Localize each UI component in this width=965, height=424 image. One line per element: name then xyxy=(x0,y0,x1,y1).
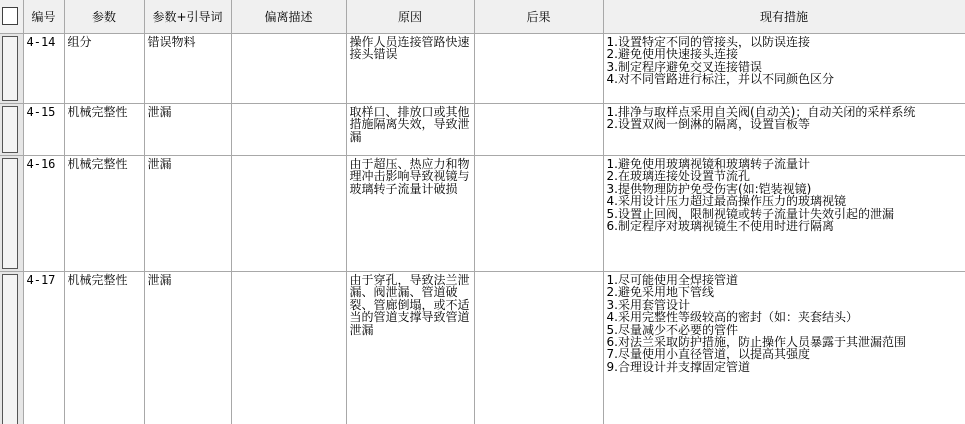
cell-measures[interactable] xyxy=(603,104,965,156)
measure-item: 1.尽可能使用全焊接管道 xyxy=(606,273,738,287)
row-selector-box[interactable] xyxy=(2,158,18,269)
table-row[interactable] xyxy=(0,104,965,156)
header-row xyxy=(0,0,965,34)
cell-deviation[interactable] xyxy=(231,104,346,156)
cell-id[interactable]: 4-14 xyxy=(23,34,64,104)
cell-measures[interactable] xyxy=(603,272,965,424)
cell-cause[interactable]: 取样口、排放口或其他措施隔离失效，导致泄漏 xyxy=(346,104,474,156)
col-header-param[interactable]: 参数 xyxy=(64,0,144,34)
cell-cause[interactable]: 由于超压、热应力和物理冲击影响导致视镜与玻璃转子流量计破损 xyxy=(346,156,474,272)
cell-cause[interactable]: 操作人员连接管路快速接头错误 xyxy=(346,34,474,104)
cell-guideword[interactable]: 泄漏 xyxy=(144,104,231,156)
cell-id[interactable]: 4-16 xyxy=(23,156,64,272)
measure-item: 2.设置双阀一倒淋的隔离，设置盲板等 xyxy=(606,117,810,132)
cell-param[interactable]: 机械完整性 xyxy=(64,156,144,272)
measure-item: 3.提供物理防护免受伤害(如:铠装视镜) xyxy=(606,181,812,196)
measure-item: 4.采用完整性等级较高的密封（如：夹套结头） xyxy=(606,310,858,325)
cell-deviation[interactable] xyxy=(231,272,346,424)
measure-item: 3.制定程序避免交叉连接错误 xyxy=(606,59,762,74)
measure-item: 9.合理设计并支撑固定管道 xyxy=(606,359,750,374)
row-selector-box[interactable] xyxy=(2,106,18,153)
measure-item: 2.在玻璃连接处设置节流孔 xyxy=(606,169,750,184)
cell-consequence[interactable] xyxy=(474,156,603,272)
cell-consequence[interactable] xyxy=(474,104,603,156)
cell-cause[interactable]: 由于穿孔，导致法兰泄漏、阀泄漏、管道破裂、管廊倒塌，或不适 当的管道支撑导致管道泄漏 xyxy=(346,272,474,424)
cell-measures[interactable] xyxy=(603,34,965,104)
row-selector[interactable] xyxy=(0,156,23,272)
measure-item: 5.设置止回阀，限制视镜或转子流量计失效引起的泄漏 xyxy=(606,206,894,221)
cell-param[interactable]: 机械完整性 xyxy=(64,104,144,156)
col-header-cause[interactable]: 原因 xyxy=(346,0,474,34)
cell-param[interactable]: 机械完整性 xyxy=(64,272,144,424)
measure-item: 6.对法兰采取防护措施，防止操作人员暴露于其泄漏范围 xyxy=(606,335,906,350)
row-selector[interactable] xyxy=(0,34,23,104)
measure-item: 1.排净与取样点采用自关阀(自动关)；自动关闭的采样系统 xyxy=(606,105,916,119)
col-header-guideword[interactable]: 参数+引导词 xyxy=(144,0,231,34)
col-header-id[interactable]: 编号 xyxy=(23,0,64,34)
measure-item: 4.对不同管路进行标注，并以不同颜色区分 xyxy=(606,72,834,87)
select-all-box[interactable] xyxy=(2,7,18,25)
select-all-corner[interactable] xyxy=(0,0,23,34)
measure-item: 2.避免使用快速接头连接 xyxy=(606,47,738,62)
row-selector-box[interactable] xyxy=(2,274,18,424)
col-header-measures[interactable]: 现有措施 xyxy=(603,0,965,34)
cell-consequence[interactable] xyxy=(474,34,603,104)
measure-item: 1.避免使用玻璃视镜和玻璃转子流量计 xyxy=(606,157,810,171)
row-selector[interactable] xyxy=(0,104,23,156)
cell-measures[interactable] xyxy=(603,156,965,272)
cell-consequence[interactable] xyxy=(474,272,603,424)
measure-item: 4.采用设计压力超过最高操作压力的玻璃视镜 xyxy=(606,194,846,209)
cell-guideword[interactable]: 泄漏 xyxy=(144,156,231,272)
col-header-consequence[interactable]: 后果 xyxy=(474,0,603,34)
measure-item: 3.采用套管设计 xyxy=(606,297,690,312)
measure-item: 6.制定程序对玻璃视镜生不使用时进行隔离 xyxy=(606,219,834,234)
row-selector[interactable] xyxy=(0,272,23,424)
cell-id[interactable]: 4-17 xyxy=(23,272,64,424)
col-header-deviation[interactable]: 偏离描述 xyxy=(231,0,346,34)
measure-item: 5.尽量减少不必要的管件 xyxy=(606,322,738,337)
table-row[interactable] xyxy=(0,272,965,424)
measure-item: 1.设置特定不同的管接头，以防误连接 xyxy=(606,35,810,49)
measure-item: 2.避免采用地下管线 xyxy=(606,285,714,300)
measure-item: 7.尽量使用小直径管道，以提高其强度 xyxy=(606,347,810,362)
table-row[interactable] xyxy=(0,34,965,104)
cell-guideword[interactable]: 泄漏 xyxy=(144,272,231,424)
table-row[interactable] xyxy=(0,156,965,272)
cell-deviation[interactable] xyxy=(231,34,346,104)
cell-deviation[interactable] xyxy=(231,156,346,272)
cell-id[interactable]: 4-15 xyxy=(23,104,64,156)
cell-param[interactable]: 组分 xyxy=(64,34,144,104)
cell-guideword[interactable]: 错误物料 xyxy=(144,34,231,104)
row-selector-box[interactable] xyxy=(2,36,18,101)
